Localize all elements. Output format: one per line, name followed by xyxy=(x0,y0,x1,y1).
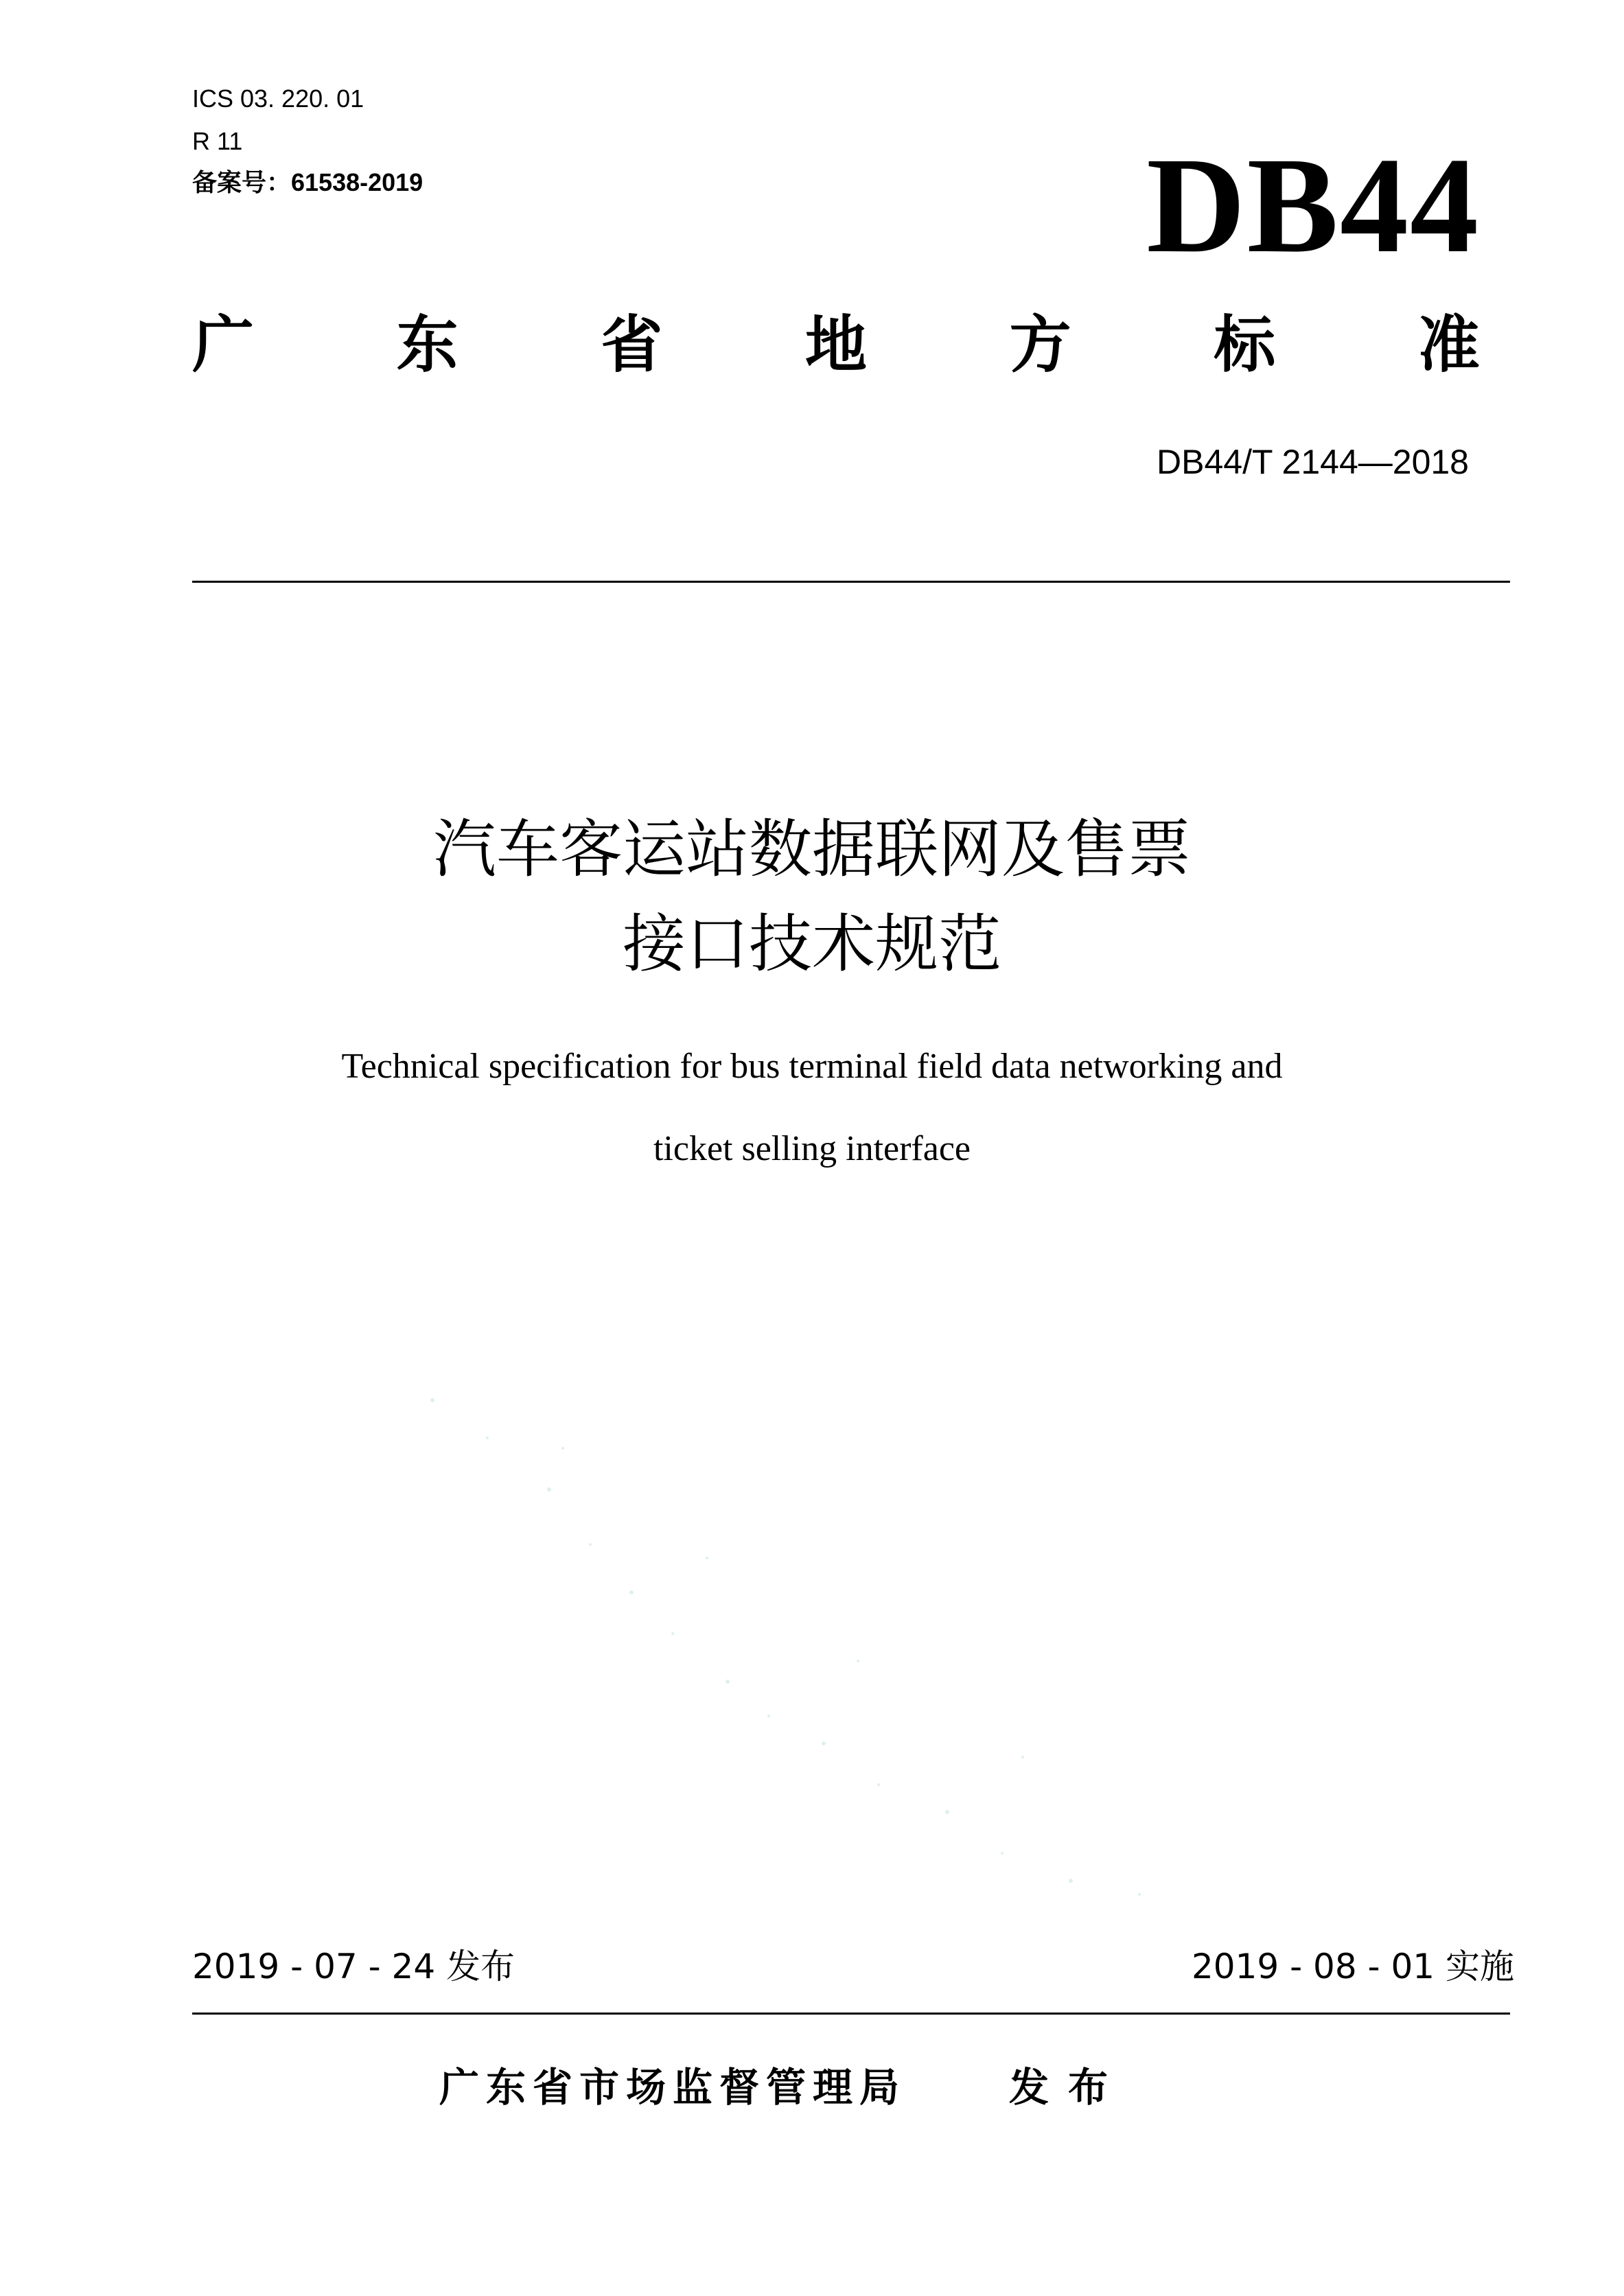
standard-number: DB44/T 2144—2018 xyxy=(1157,443,1469,481)
issuer-name: 广东省市场监督管理局 xyxy=(439,2064,907,2111)
classification-code: R 11 xyxy=(192,127,243,155)
issue-date: 2019 - 07 - 24 发布 xyxy=(192,1947,515,1986)
issuer-line xyxy=(439,2064,1128,2111)
title-zh-line2: 接口技术规范 xyxy=(622,907,1001,981)
title-en-line1: Technical specification for bus terminal field data networking and xyxy=(341,1047,1283,1086)
standard-type-char: 东 xyxy=(396,309,459,381)
standard-type-char: 准 xyxy=(1417,309,1480,381)
issuer-suffix: 发布 xyxy=(1009,2064,1128,2111)
ics-code: ICS 03. 220. 01 xyxy=(192,84,364,113)
db44-logo: DB44 xyxy=(1146,130,1480,281)
standard-type-char: 方 xyxy=(1009,309,1071,381)
implementation-date: 2019 - 08 - 01 实施 xyxy=(1191,1947,1514,1986)
standard-type xyxy=(192,309,1480,381)
standard-type-char: 标 xyxy=(1214,309,1276,381)
watermark-speckles xyxy=(384,1373,1277,1922)
title-zh-line1: 汽车客运站数据联网及售票 xyxy=(432,813,1191,886)
standard-type-char: 地 xyxy=(804,309,867,381)
filing-number: 备案号：61538-2019 xyxy=(192,168,424,196)
standard-type-char: 广 xyxy=(192,309,254,381)
title-en-line2: ticket selling interface xyxy=(653,1129,971,1168)
bottom-divider xyxy=(192,2013,1510,2015)
top-divider xyxy=(192,581,1510,583)
standard-type-char: 省 xyxy=(601,309,663,381)
